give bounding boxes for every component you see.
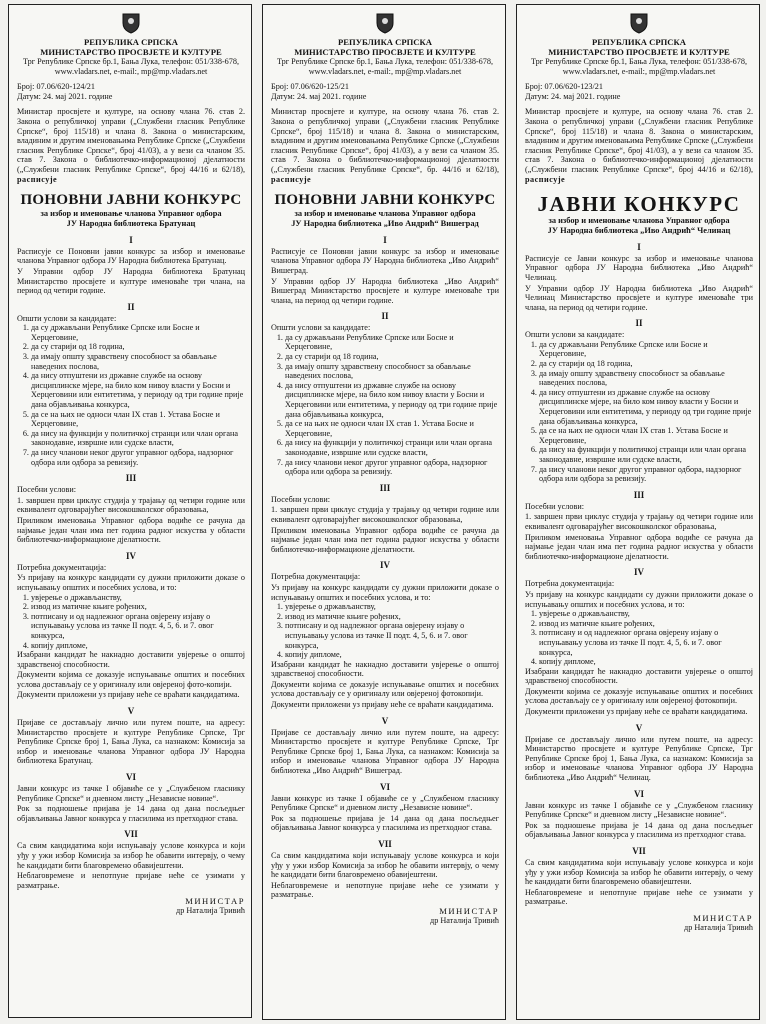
section-text: Расписује се Поновни јавни конкурс за избор и именовање чланова Управног одбора ЈУ Народна библиотека Братунац. xyxy=(17,246,245,266)
notice-celinac xyxy=(516,4,760,1020)
list-item: 4. копију дипломе, xyxy=(539,657,753,667)
institution-name: ЈУ Народна библиотека „Иво Андрић“ Вишеград xyxy=(291,218,479,228)
list-item: 3. да имају општу здравствену способност за обављање наведених послова, xyxy=(31,352,245,371)
signatory-name: др Наталија Тривић xyxy=(684,922,753,932)
list-item: 3. да имају општу здравствену способност за обављање наведених послова, xyxy=(285,362,499,381)
section-number: II xyxy=(127,301,135,312)
ministry-address: Трг Републике Српске бр.1, Бања Лука, телефон: 051/338-678, www.vladars.net, e-mail:, mp@mp.vladars.net xyxy=(22,57,240,76)
list-item: 7. да нису чланови неког другог управног одбора, надзорног одбора или одбора за ревизију. xyxy=(31,448,245,467)
section-text: Уз пријаву на конкурс кандидати су дужни приложити доказе о испуњавању општих и посебних услова, и то: xyxy=(17,573,245,592)
list-item: 5. да се на њих не односи члан IX став 1. Устава Босне и Херцеговине, xyxy=(539,426,753,445)
list-item: 7. да нису чланови неког другог управног одбора, надзорног одбора или одбора за ревизију. xyxy=(539,465,753,484)
document-date: Датум: 24. мај 2021. године xyxy=(525,91,621,101)
section-text: Документи приложени уз пријаву неће се враћати кандидатима. xyxy=(525,707,748,717)
section-heading: Посебни услови: xyxy=(525,501,584,511)
section-text: Пријаве се достављају лично или путем поште, на адресу: Министарство просвјете и културе Републике Српске, Трг Републике Српске број 1, Бања Лука, са назнаком: Комисија за избор и именовање чланова Управног одбора ЈУ Народна библиотека „Иво Андрић“ Вишеград. xyxy=(271,727,499,776)
section-number: III xyxy=(633,489,645,500)
signatory-title: МИНИСТАР xyxy=(439,905,499,916)
section-heading: Посебни услови: xyxy=(271,494,330,504)
section-text: Са свим кандидатима који испуњавају услове конкурса и који уђу у ужи избор Комисија за избор ће обавити интервју, о чему ће кандидати бити благовремено обавијештени. xyxy=(271,851,499,880)
general-conditions-list xyxy=(271,333,499,477)
section-number: III xyxy=(125,473,137,484)
list-item: 1. да су држављани Републике Српске или Босне и Херцеговине, xyxy=(539,340,753,359)
ministry-address: Трг Републике Српске бр.1, Бања Лука, телефон: 051/338-678, www.vladars.net, e-mail:, mp@mp.vladars.net xyxy=(276,57,494,76)
notice-visegrad xyxy=(262,4,506,1020)
institution-name: ЈУ Народна библиотека Братунац xyxy=(66,218,196,228)
section-text: Приликом именовања Управног одбора водиће се рачуна да најмање један члан има пет година радног искуства у области библиотечко-информационе дјелатности. xyxy=(525,532,753,561)
section-heading: Општи услови за кандидате: xyxy=(271,323,371,333)
section-text: Изабрани кандидат ће накнадно доставити увјерење о општој здравственој способности. xyxy=(271,659,499,679)
section-text: Јавни конкурс из тачке I објавиће се у „Службеном гласнику Републике Српске“ и дневном листу „Независне новине“. xyxy=(271,793,499,813)
signatory-title: МИНИСТАР xyxy=(185,896,245,907)
legal-basis: Министар просвјете и културе, на основу члана 76. став 2. Закона о републичкој управи („Службени гласник Републике Српске“, број 115/18) и члана 8. Закона о министарским, владиним и другим именовањима Републике Српске („Службени гласник Републике Српске“, број 41/03), а у вези са чланом 35. став 7. Закона о библиотечко-информационој дјелатности („Службени гласник Републике Српске“, број 44/16 и 62/18), расписује xyxy=(17,107,245,184)
section-text: Расписује се Поновни јавни конкурс за избор и именовање чланова Управног одбора ЈУ Народна библиотека „Иво Андрић“ Вишеград. xyxy=(271,246,499,275)
section-text: У Управни одбор ЈУ Народна библиотека „Иво Андрић“ Вишеград Министарство просвјете и културе именоваће три члана, на период од четири године. xyxy=(271,276,499,305)
list-item: 4. копију дипломе, xyxy=(31,641,245,651)
section-number: V xyxy=(127,706,135,717)
legal-basis: Министар просвјете и културе, на основу члана 76. став 2. Закона о републичкој управи („Службени гласник Републике Српске“, број 115/18) и члана 8. Закона о министарским, владиним и другим именовањима Републике Српске („Службени гласник Републике Српске“, број 41/03), а у вези са чланом 35. став 7. Закона о библиотечко-информационој дјелатности („Службени гласник Републике Српске“, број 44/16 и 62/18), расписује xyxy=(525,107,753,184)
section-text: Рок за подношење пријава је 14 дана од дана посљедњег објављивања Јавног конкурса у гласилима из претходног става. xyxy=(271,813,499,833)
section-number: VI xyxy=(633,788,644,799)
competition-subtitle: за избор и именовање чланова Управног одбора xyxy=(294,209,476,219)
section-text: Са свим кандидатима који испуњавају услове конкурса и који уђу у ужи избор Комисија за избор ће обавити интервју, о чему ће кандидати бити благовремено обавијештени. xyxy=(525,858,753,887)
competition-subtitle: за избор и именовање чланова Управног одбора xyxy=(548,216,730,226)
coat-of-arms-icon xyxy=(120,11,142,35)
section-text: Рок за подношење пријава је 14 дана од дана посљедњег објављивања Јавног конкурса у гласилима из претходног става. xyxy=(17,804,245,823)
signatory-name: др Наталија Тривић xyxy=(430,915,499,925)
list-item: 3. да имају општу здравствену способност за обављање наведених послова, xyxy=(539,369,753,388)
section-number: IV xyxy=(633,567,644,578)
list-item: 1. да су држављани Републике Српске или Босне и Херцеговине, xyxy=(31,323,245,342)
documents-list xyxy=(17,593,245,651)
list-item: 4. копију дипломе, xyxy=(285,650,499,660)
ministry-address: Трг Републике Српске бр.1, Бања Лука, телефон: 051/338-678, www.vladars.net, e-mail:, mp@mp.vladars.net xyxy=(530,57,748,76)
section-heading: Потребна документација: xyxy=(17,562,107,572)
list-item: 4. да нису отпуштени из државне службе на основу дисциплинске мјере, на било ком нивоу власти у Босни и Херцеговини или ентитетима, у периоду од три године прије дана објављивања конкурса, xyxy=(539,388,753,426)
section-text: У Управни одбор ЈУ Народна библиотека „Иво Андрић“ Челинац Министарство просвјете и културе именоваће три члана, на период од четири године. xyxy=(525,283,753,312)
section-number: IV xyxy=(379,560,390,571)
coat-of-arms-icon xyxy=(374,11,396,35)
section-text: Рок за подношење пријава је 14 дана од дана посљедњег објављивања Јавног конкурса у гласилима из претходног става. xyxy=(525,820,753,840)
list-item: 4. да нису отпуштени из државне службе на основу дисциплинске мјере, на било ком нивоу власти у Босни и Херцеговини или ентитетима, у периоду од три године прије дана објављивања конкурса, xyxy=(285,381,499,419)
ministry-name: МИНИСТАРСТВО ПРОСВЈЕТЕ И КУЛТУРЕ xyxy=(40,47,222,57)
coat-of-arms-icon xyxy=(628,11,650,35)
notice-bratunac xyxy=(8,4,252,1018)
republic-name: РЕПУБЛИКА СРПСКА xyxy=(84,37,178,47)
section-number: VI xyxy=(125,772,136,783)
competition-title: ПОНОВНИ ЈАВНИ КОНКУРС xyxy=(20,192,242,209)
section-text: Документи приложени уз пријаву неће се враћати кандидатима. xyxy=(271,700,494,710)
section-number: VII xyxy=(124,829,138,840)
documents-list xyxy=(525,609,753,667)
announces-word: расписује xyxy=(17,174,58,184)
republic-name: РЕПУБЛИКА СРПСКА xyxy=(338,37,432,47)
competition-title: ПОНОВНИ ЈАВНИ КОНКУРС xyxy=(274,192,496,209)
list-item: 1. увјерење о држављанству, xyxy=(31,593,245,603)
section-text: Неблаговремене и непотпуне пријаве неће се узимати у разматрање. xyxy=(525,887,753,907)
documents-list xyxy=(271,602,499,660)
general-conditions-list xyxy=(525,340,753,484)
section-heading: Посебни услови: xyxy=(17,485,76,495)
section-text: Јавни конкурс из тачке I објавиће се у „Службеном гласнику Републике Српске“ и дневном листу „Независне новине“. xyxy=(17,784,245,803)
section-text: Неблаговремене и непотпуне пријаве неће се узимати у разматрање. xyxy=(271,880,499,900)
section-text: 1. завршен први циклус студија у трајању од четири године или еквивалент одговарајућег високошколског образовања, xyxy=(17,495,245,515)
section-text: Неблаговремене и непотпуне пријаве неће се узимати у разматрање. xyxy=(17,871,245,890)
list-item: 6. да нису на функцији у политичкој странци или члан органа законодавне, извршне или судске власти, xyxy=(31,429,245,448)
section-text: Јавни конкурс из тачке I објавиће се у „Службеном гласнику Републике Српске“ и дневном листу „Независне новине“. xyxy=(525,800,753,820)
section-text: Документи приложени уз пријаву неће се враћати кандидатима. xyxy=(17,690,240,700)
section-number: VI xyxy=(379,781,390,792)
list-item: 3. потписану и од надлежног органа овјерену изјаву о испуњавању услова из тачке II подт. 4, 5, 6. и 7. овог конкурса, xyxy=(31,612,245,641)
section-number: II xyxy=(381,311,389,322)
ministry-name: МИНИСТАРСТВО ПРОСВЈЕТЕ И КУЛТУРЕ xyxy=(548,47,730,57)
list-item: 2. да су старији од 18 година, xyxy=(31,342,245,352)
section-text: Приликом именовања Управног одбора водиће се рачуна да најмање један члан има пет година радног искуства у области библиотечко-информационе дјелатности. xyxy=(17,515,245,545)
section-number: I xyxy=(637,241,641,252)
list-item: 2. извод из матичне књиге рођених, xyxy=(285,612,499,622)
competition-title: ЈАВНИ КОНКУРС xyxy=(537,192,741,217)
list-item: 1. увјерење о држављанству, xyxy=(285,602,499,612)
ministry-name: МИНИСТАРСТВО ПРОСВЈЕТЕ И КУЛТУРЕ xyxy=(294,47,476,57)
section-text: Изабрани кандидат ће накнадно доставити увјерење о општој здравственој способности. xyxy=(17,650,245,669)
list-item: 2. да су старији од 18 година, xyxy=(285,352,499,362)
section-number: V xyxy=(635,722,643,733)
list-item: 5. да се на њих не односи члан IX став 1. Устава Босне и Херцеговине, xyxy=(285,419,499,438)
document-number: Број: 07.06/620-124/21 xyxy=(17,82,95,92)
list-item: 1. увјерење о држављанству, xyxy=(539,609,753,619)
section-text: Са свим кандидатима који испуњавају услове конкурса и који уђу у ужи избор Комисија за избор ће обавити интервју, о чему ће кандидати бити благовремено обавијештени. xyxy=(17,841,245,870)
section-number: III xyxy=(379,482,391,493)
section-number: II xyxy=(635,318,643,329)
section-text: Расписује се Јавни конкурс за избор и именовање чланова Управног одбора ЈУ Народна библиотека „Иво Андрић“ Челинац. xyxy=(525,253,753,282)
section-text: Документи којима се доказује испуњавање општих и посебних услова достављају се у оригиналу или овјереној фото-копији. xyxy=(17,670,245,689)
document-number: Број: 07.06/620-123/21 xyxy=(525,82,603,92)
section-heading: Потребна документација: xyxy=(525,579,615,589)
list-item: 5. да се на њих не односи члан IX став 1. Устава Босне и Херцеговине, xyxy=(31,410,245,429)
legal-basis: Министар просвјете и културе, на основу члана 76. став 2. Закона о републичкој управи („Службени гласник Републике Српске“, број 115/18) и члана 8. Закона о министарским, владиним и другим именовањима Републике Српске („Службени гласник Републике Српске“, број 41/03), а у вези са чланом 35. став 7. Закона о библиотечко-информационој дјелатности („Службени гласник Републике Српске“, бр. 44/16 и 62/18), расписује xyxy=(271,107,499,184)
signatory-title: МИНИСТАР xyxy=(693,912,753,923)
list-item: 4. да нису отпуштени из државне службе на основу дисциплинске мјере, на било ком нивоу власти у Босни и Херцеговини или ентитетима, у периоду од три године прије дана објављивања конкурса, xyxy=(31,371,245,409)
list-item: 2. да су старији од 18 година, xyxy=(539,359,753,369)
section-number: I xyxy=(129,234,133,245)
section-number: VII xyxy=(378,839,392,849)
list-item: 6. да нису на функцији у политичкој странци или члан органа законодавне, извршне или судске власти, xyxy=(285,438,499,457)
section-text: Пријаве се достављају лично или путем поште, на адресу: Министарство просвјете и културе Републике Српске, Трг Републике Српске број 1, Бања Лука, са назнаком: Комисија за избор и именовање чланова Управног одбора ЈУ Народна библиотека Братунац. xyxy=(17,718,245,766)
section-number: VII xyxy=(632,846,646,856)
section-number: V xyxy=(381,715,389,726)
document-number: Број: 07.06/620-125/21 xyxy=(271,82,349,92)
section-text: Документи којима се доказује испуњавање општих и посебних услова достављају се у оригиналу или овјереној фотокопији. xyxy=(271,679,499,699)
section-number: I xyxy=(383,234,387,245)
document-date: Датум: 24. мај 2021. године xyxy=(271,91,367,101)
document-date: Датум: 24. мај 2021. године xyxy=(17,91,113,101)
section-text: Уз пријаву на конкурс кандидати су дужни приложити доказе о испуњавању општих и посебних услова, и то: xyxy=(271,582,499,602)
general-conditions-list xyxy=(17,323,245,467)
list-item: 2. извод из матичне књиге рођених, xyxy=(31,602,245,612)
section-text: 1. завршен први циклус студија у трајању од четири године или еквивалент одговарајућег високошколског образовања, xyxy=(271,505,499,524)
section-text: Приликом именовања Управног одбора водиће се рачуна да најмање један члан има пет година радног искуства у области библиотечко-информационе дјелатности. xyxy=(271,525,499,554)
section-text: Пријаве се достављају лично или путем поште, на адресу: Министарство просвјете и културе Републике Српске, Трг Републике Српске број 1, Бања Лука, са назнаком: Комисија за избор и именовање чланова Управног одбора ЈУ Народна библиотека „Иво Андрић“ Челинац. xyxy=(525,734,753,783)
announces-word: расписује xyxy=(525,174,566,184)
announces-word: расписује xyxy=(271,174,312,184)
list-item: 6. да нису на функцији у политичкој странци или члан органа законодавне, извршне или судске власти, xyxy=(539,445,753,464)
section-text: У Управни одбор ЈУ Народна библиотека Братунац Министарство просвјете и културе именоваће три члана, на период од четири године. xyxy=(17,266,245,296)
section-number: IV xyxy=(125,550,136,561)
section-heading: Општи услови за кандидате: xyxy=(17,313,117,323)
list-item: 1. да су држављани Републике Српске или Босне и Херцеговине, xyxy=(285,333,499,352)
competition-subtitle: за избор и именовање чланова Управног одбора xyxy=(40,209,222,219)
section-heading: Потребна документација: xyxy=(271,572,361,582)
institution-name: ЈУ Народна библиотека „Иво Андрић“ Челинац xyxy=(547,225,731,235)
republic-name: РЕПУБЛИКА СРПСКА xyxy=(592,37,686,47)
section-text: Документи којима се доказује испуњавање општих и посебних услова достављају се у оригиналу или овјереној фотокопији. xyxy=(525,686,753,706)
section-text: 1. завршен први циклус студија у трајању од четири године или еквивалент одговарајућег високошколског образовања, xyxy=(525,512,753,531)
list-item: 7. да нису чланови неког другог управног одбора, надзорног одбора или одбора за ревизију. xyxy=(285,458,499,477)
signatory-name: др Наталија Тривић xyxy=(176,906,245,916)
list-item: 2. извод из матичне књиге рођених, xyxy=(539,619,753,629)
section-text: Уз пријаву на конкурс кандидати су дужни приложити доказе о испуњавању општих и посебних услова, и то: xyxy=(525,589,753,609)
list-item: 3. потписану и од надлежног органа овјерену изјаву о испуњавању услова из тачке II подт. 4, 5, 6. и 7. овог конкурса, xyxy=(285,621,499,650)
section-text: Изабрани кандидат ће накнадно доставити увјерење о општој здравственој способности. xyxy=(525,666,753,686)
list-item: 3. потписану и од надлежног органа овјерену изјаву о испуњавању услова из тачке II подт. 4, 5, 6. и 7. овог конкурса, xyxy=(539,628,753,657)
section-heading: Општи услови за кандидате: xyxy=(525,330,625,340)
